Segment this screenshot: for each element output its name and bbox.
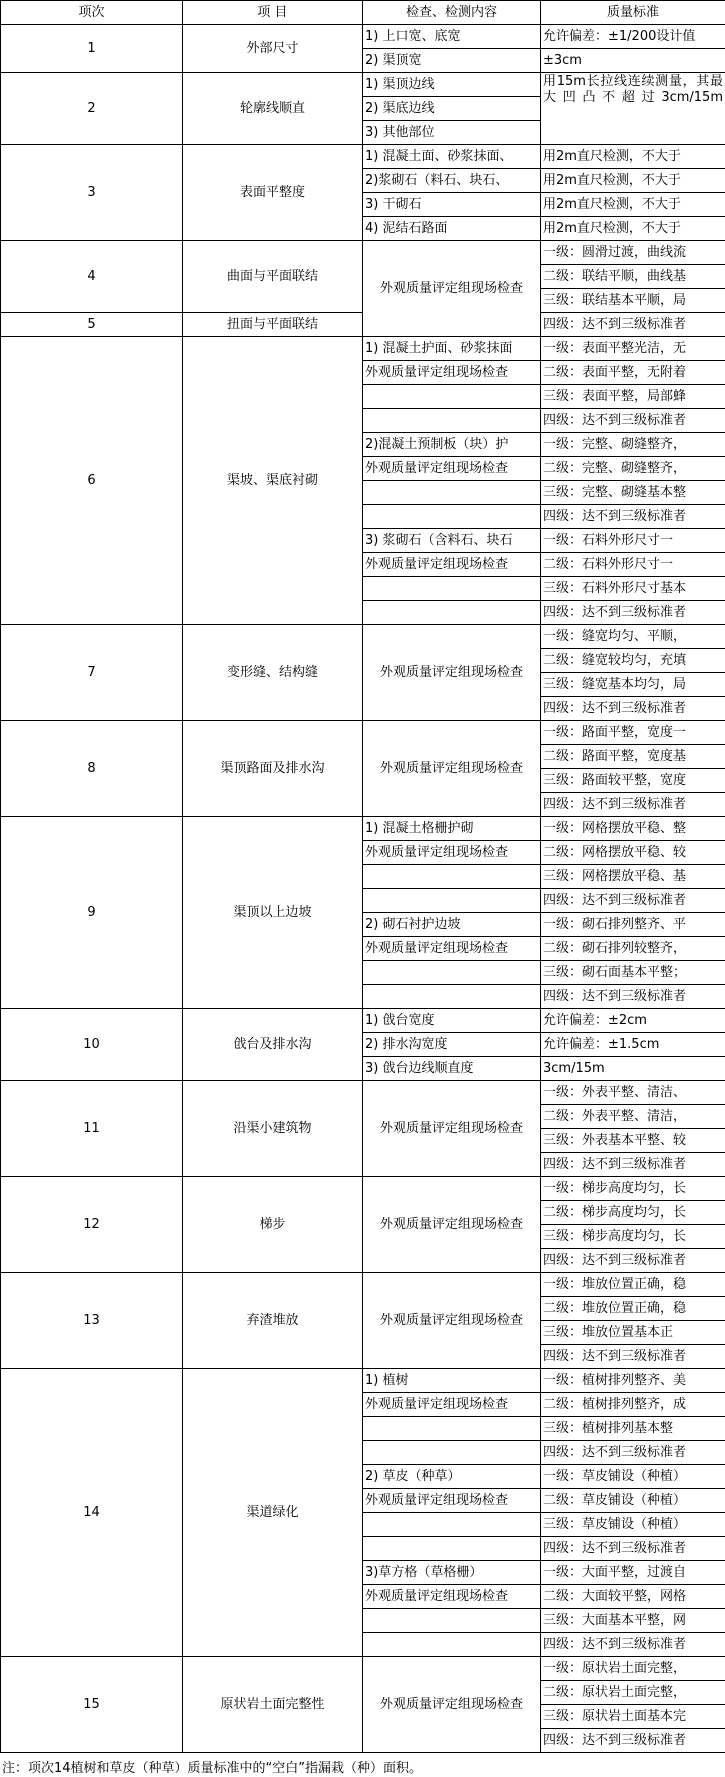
inspection-content-cell: 1) 混凝土格栅护砌: [363, 817, 541, 841]
inspection-content-cell: [363, 1633, 541, 1657]
item-name-cell: 弃渣堆放: [183, 1273, 363, 1369]
item-number-cell: 13: [1, 1273, 183, 1369]
quality-standard-cell: 3cm/15m: [541, 1057, 725, 1081]
inspection-content-cell: 2)混凝土预制板（块）护: [363, 433, 541, 457]
quality-standard-cell: 二级：草皮铺设（种植）: [541, 1489, 725, 1513]
quality-standard-cell: 二级：外表平整、清洁，: [541, 1105, 725, 1129]
quality-standard-cell: 允许偏差：±1/200设计值: [541, 25, 725, 49]
inspection-content-cell: 3) 戗台边线顺直度: [363, 1057, 541, 1081]
item-name-cell: 渠顶以上边坡: [183, 817, 363, 1009]
quality-standard-cell: 一级：完整、砌缝整齐，: [541, 433, 725, 457]
item-number-cell: 14: [1, 1369, 183, 1657]
table-row: [1, 25, 725, 49]
quality-standard-cell: 二级：石料外形尺寸一: [541, 553, 725, 577]
quality-standard-cell: 三级：外表基本平整、较: [541, 1129, 725, 1153]
inspection-content-cell: 外观质量评定组现场检查: [363, 1657, 541, 1753]
quality-standard-cell: 四级：达不到三级标准者: [541, 889, 725, 913]
quality-standard-cell: 一级：梯步高度均匀，长: [541, 1177, 725, 1201]
quality-standard-cell: 二级：大面较平整，网格: [541, 1585, 725, 1609]
quality-standard-cell: 一级：表面平整光洁，无: [541, 337, 725, 361]
quality-standard-cell: 允许偏差：±1.5cm: [541, 1033, 725, 1057]
inspection-content-cell: [363, 1417, 541, 1441]
header-standard: 质量标准: [541, 1, 725, 25]
item-name-cell: 渠顶路面及排水沟: [183, 721, 363, 817]
header-item: 项 目: [183, 1, 363, 25]
table-body: [1, 1, 725, 1753]
item-number-cell: 7: [1, 625, 183, 721]
inspection-content-cell: 外观质量评定组现场检查: [363, 1273, 541, 1369]
inspection-content-cell: 1) 混凝土护面、砂浆抹面: [363, 337, 541, 361]
quality-standard-cell: 用2m直尺检测，不大于: [541, 169, 725, 193]
item-number-cell: 9: [1, 817, 183, 1009]
table-row: [1, 1369, 725, 1393]
table-header-row: [1, 1, 725, 25]
item-number-cell: 15: [1, 1657, 183, 1753]
table-row: [1, 337, 725, 361]
quality-standard-cell: 二级：植树排列整齐，成: [541, 1393, 725, 1417]
inspection-content-cell: [363, 505, 541, 529]
quality-standard-cell: 三级：原状岩土面基本完: [541, 1705, 725, 1729]
quality-standard-cell: 四级：达不到三级标准者: [541, 1249, 725, 1273]
inspection-content-cell: 2)浆砌石（料石、块石、: [363, 169, 541, 193]
item-number-cell: 5: [1, 313, 183, 337]
quality-standard-cell: 三级：完整、砌缝基本整: [541, 481, 725, 505]
inspection-content-cell: [363, 481, 541, 505]
item-number-cell: 10: [1, 1009, 183, 1081]
quality-standard-cell: 三级：草皮铺设（种植）: [541, 1513, 725, 1537]
table-row: [1, 817, 725, 841]
quality-standard-cell: 允许偏差：±2cm: [541, 1009, 725, 1033]
item-number-cell: 3: [1, 145, 183, 241]
inspection-content-cell: [363, 865, 541, 889]
quality-standard-cell: 二级：缝宽较均匀，充填: [541, 649, 725, 673]
table-row: [1, 1177, 725, 1201]
table-row: [1, 241, 725, 265]
item-name-cell: 外部尺寸: [183, 25, 363, 73]
item-number-cell: 6: [1, 337, 183, 625]
quality-standard-cell: 四级：达不到三级标准者: [541, 1153, 725, 1177]
quality-standard-cell: 用15m长拉线连续测量，其最大凹凸不超过3cm/15m: [541, 73, 725, 145]
quality-standard-cell: 四级：达不到三级标准者: [541, 1345, 725, 1369]
quality-standard-cell: 三级：网格摆放平稳、基: [541, 865, 725, 889]
table-row: [1, 145, 725, 169]
inspection-content-cell: 外观质量评定组现场检查: [363, 361, 541, 385]
header-content: 检查、检测内容: [363, 1, 541, 25]
inspection-content-cell: 2) 渠底边线: [363, 97, 541, 121]
inspection-content-cell: 外观质量评定组现场检查: [363, 625, 541, 721]
inspection-content-cell: 外观质量评定组现场检查: [363, 937, 541, 961]
inspection-content-cell: 外观质量评定组现场检查: [363, 241, 541, 337]
quality-standard-cell: 二级：堆放位置正确，稳: [541, 1297, 725, 1321]
inspection-content-cell: 外观质量评定组现场检查: [363, 721, 541, 817]
inspection-content-cell: 外观质量评定组现场检查: [363, 1177, 541, 1273]
quality-standard-cell: 二级：原状岩土面完整，: [541, 1681, 725, 1705]
quality-standard-cell: 二级：完整、砌缝整齐，: [541, 457, 725, 481]
quality-standard-cell: 三级：表面平整，局部蜂: [541, 385, 725, 409]
inspection-content-cell: [363, 1609, 541, 1633]
quality-standard-cell: 四级：达不到三级标准者: [541, 985, 725, 1009]
inspection-content-cell: 外观质量评定组现场检查: [363, 1489, 541, 1513]
quality-standard-cell: 二级：砌石排列较整齐，: [541, 937, 725, 961]
inspection-content-cell: 1) 戗台宽度: [363, 1009, 541, 1033]
quality-standard-cell: 一级：路面平整，宽度一: [541, 721, 725, 745]
quality-standard-cell: 四级：达不到三级标准者: [541, 793, 725, 817]
inspection-content-cell: 2) 砌石衬护边坡: [363, 913, 541, 937]
item-name-cell: 扭面与平面联结: [183, 313, 363, 337]
quality-standard-cell: 一级：植树排列整齐、美: [541, 1369, 725, 1393]
item-number-cell: 4: [1, 241, 183, 313]
inspection-content-cell: 4) 泥结石路面: [363, 217, 541, 241]
inspection-content-cell: [363, 889, 541, 913]
inspection-content-cell: [363, 409, 541, 433]
quality-standard-cell: 三级：缝宽基本均匀，局: [541, 673, 725, 697]
item-name-cell: 戗台及排水沟: [183, 1009, 363, 1081]
inspection-content-cell: 1) 上口宽、底宽: [363, 25, 541, 49]
quality-standard-cell: 三级：路面较平整，宽度: [541, 769, 725, 793]
quality-standard-cell: 二级：表面平整，无附着: [541, 361, 725, 385]
item-name-cell: 原状岩土面完整性: [183, 1657, 363, 1753]
quality-standard-cell: 三级：堆放位置基本正: [541, 1321, 725, 1345]
item-number-cell: 1: [1, 25, 183, 73]
item-name-cell: 沿渠小建筑物: [183, 1081, 363, 1177]
quality-standard-cell: 一级：草皮铺设（种植）: [541, 1465, 725, 1489]
table-row: [1, 73, 725, 97]
inspection-content-cell: 1) 植树: [363, 1369, 541, 1393]
quality-standard-cell: 二级：网格摆放平稳、较: [541, 841, 725, 865]
quality-standard-cell: 二级：联结平顺，曲线基: [541, 265, 725, 289]
item-number-cell: 12: [1, 1177, 183, 1273]
quality-standard-cell: 一级：砌石排列整齐、平: [541, 913, 725, 937]
inspection-content-cell: 外观质量评定组现场检查: [363, 1393, 541, 1417]
quality-standard-cell: 用2m直尺检测，不大于: [541, 145, 725, 169]
quality-standard-cell: 四级：达不到三级标准者: [541, 601, 725, 625]
quality-standard-cell: 二级：梯步高度均匀，长: [541, 1201, 725, 1225]
inspection-content-cell: 3)草方格（草格栅）: [363, 1561, 541, 1585]
quality-standard-cell: ±3cm: [541, 49, 725, 73]
item-name-cell: 变形缝、结构缝: [183, 625, 363, 721]
quality-standard-cell: 一级：圆滑过渡，曲线流: [541, 241, 725, 265]
quality-standard-cell: 一级：堆放位置正确，稳: [541, 1273, 725, 1297]
quality-standard-cell: 四级：达不到三级标准者: [541, 1633, 725, 1657]
inspection-content-cell: [363, 577, 541, 601]
quality-standard-cell: 一级：网格摆放平稳、整: [541, 817, 725, 841]
quality-standard-cell: 一级：外表平整、清洁、: [541, 1081, 725, 1105]
quality-standard-cell: 用2m直尺检测，不大于: [541, 193, 725, 217]
quality-standard-cell: 四级：达不到三级标准者: [541, 313, 725, 337]
inspection-content-cell: 3) 其他部位: [363, 121, 541, 145]
item-number-cell: 2: [1, 73, 183, 145]
quality-standard-cell: 一级：原状岩土面完整，: [541, 1657, 725, 1681]
inspection-content-cell: 外观质量评定组现场检查: [363, 841, 541, 865]
inspection-content-cell: 外观质量评定组现场检查: [363, 553, 541, 577]
inspection-content-cell: 外观质量评定组现场检查: [363, 1585, 541, 1609]
item-name-cell: 渠坡、渠底衬砌: [183, 337, 363, 625]
quality-standard-cell: 四级：达不到三级标准者: [541, 1729, 725, 1753]
item-number-cell: 11: [1, 1081, 183, 1177]
quality-standard-cell: 四级：达不到三级标准者: [541, 409, 725, 433]
inspection-content-cell: 2) 草皮（种草）: [363, 1465, 541, 1489]
table-row: [1, 1081, 725, 1105]
quality-standard-cell: 四级：达不到三级标准者: [541, 505, 725, 529]
item-number-cell: 8: [1, 721, 183, 817]
table-row: [1, 1657, 725, 1681]
quality-standard-cell: 一级：石料外形尺寸一: [541, 529, 725, 553]
quality-standard-cell: 三级：梯步高度均匀，长: [541, 1225, 725, 1249]
table-row: [1, 1273, 725, 1297]
table-row: [1, 1009, 725, 1033]
quality-standard-cell: 三级：砌石面基本平整；: [541, 961, 725, 985]
quality-standard-cell: 四级：达不到三级标准者: [541, 1441, 725, 1465]
quality-standard-cell: 一级：缝宽均匀、平顺，: [541, 625, 725, 649]
quality-standard-cell: 三级：石料外形尺寸基本: [541, 577, 725, 601]
inspection-content-cell: 外观质量评定组现场检查: [363, 1081, 541, 1177]
quality-standard-cell: 四级：达不到三级标准者: [541, 697, 725, 721]
inspection-content-cell: 2) 渠顶宽: [363, 49, 541, 73]
inspection-content-cell: [363, 1513, 541, 1537]
quality-standard-cell: 一级：大面平整，过渡自: [541, 1561, 725, 1585]
inspection-content-cell: 1) 渠顶边线: [363, 73, 541, 97]
inspection-content-cell: [363, 1441, 541, 1465]
table-row: [1, 625, 725, 649]
table-row: [1, 721, 725, 745]
item-name-cell: 渠道绿化: [183, 1369, 363, 1657]
quality-standard-cell: 三级：联结基本平顺，局: [541, 289, 725, 313]
quality-standard-cell: 三级：大面基本平整，网: [541, 1609, 725, 1633]
table-footnote: 注：项次14植树和草皮（种草）质量标准中的“空白”指漏栽（种）面积。: [2, 1761, 423, 1776]
inspection-content-cell: 2) 排水沟宽度: [363, 1033, 541, 1057]
quality-standard-cell: 二级：路面平整，宽度基: [541, 745, 725, 769]
item-name-cell: 表面平整度: [183, 145, 363, 241]
header-no: 项次: [1, 1, 183, 25]
quality-standard-cell: 三级：植树排列基本整: [541, 1417, 725, 1441]
inspection-content-cell: 1) 混凝土面、砂浆抹面、: [363, 145, 541, 169]
item-name-cell: 曲面与平面联结: [183, 241, 363, 313]
quality-standard-cell: 四级：达不到三级标准者: [541, 1537, 725, 1561]
inspection-content-cell: 3) 干砌石: [363, 193, 541, 217]
inspection-content-cell: 3) 浆砌石（含料石、块石: [363, 529, 541, 553]
inspection-content-cell: [363, 961, 541, 985]
inspection-content-cell: [363, 985, 541, 1009]
item-name-cell: 轮廓线顺直: [183, 73, 363, 145]
quality-standard-cell: 用2m直尺检测，不大于: [541, 217, 725, 241]
inspection-content-cell: [363, 385, 541, 409]
inspection-content-cell: [363, 601, 541, 625]
item-name-cell: 梯步: [183, 1177, 363, 1273]
inspection-content-cell: 外观质量评定组现场检查: [363, 457, 541, 481]
inspection-content-cell: [363, 1537, 541, 1561]
